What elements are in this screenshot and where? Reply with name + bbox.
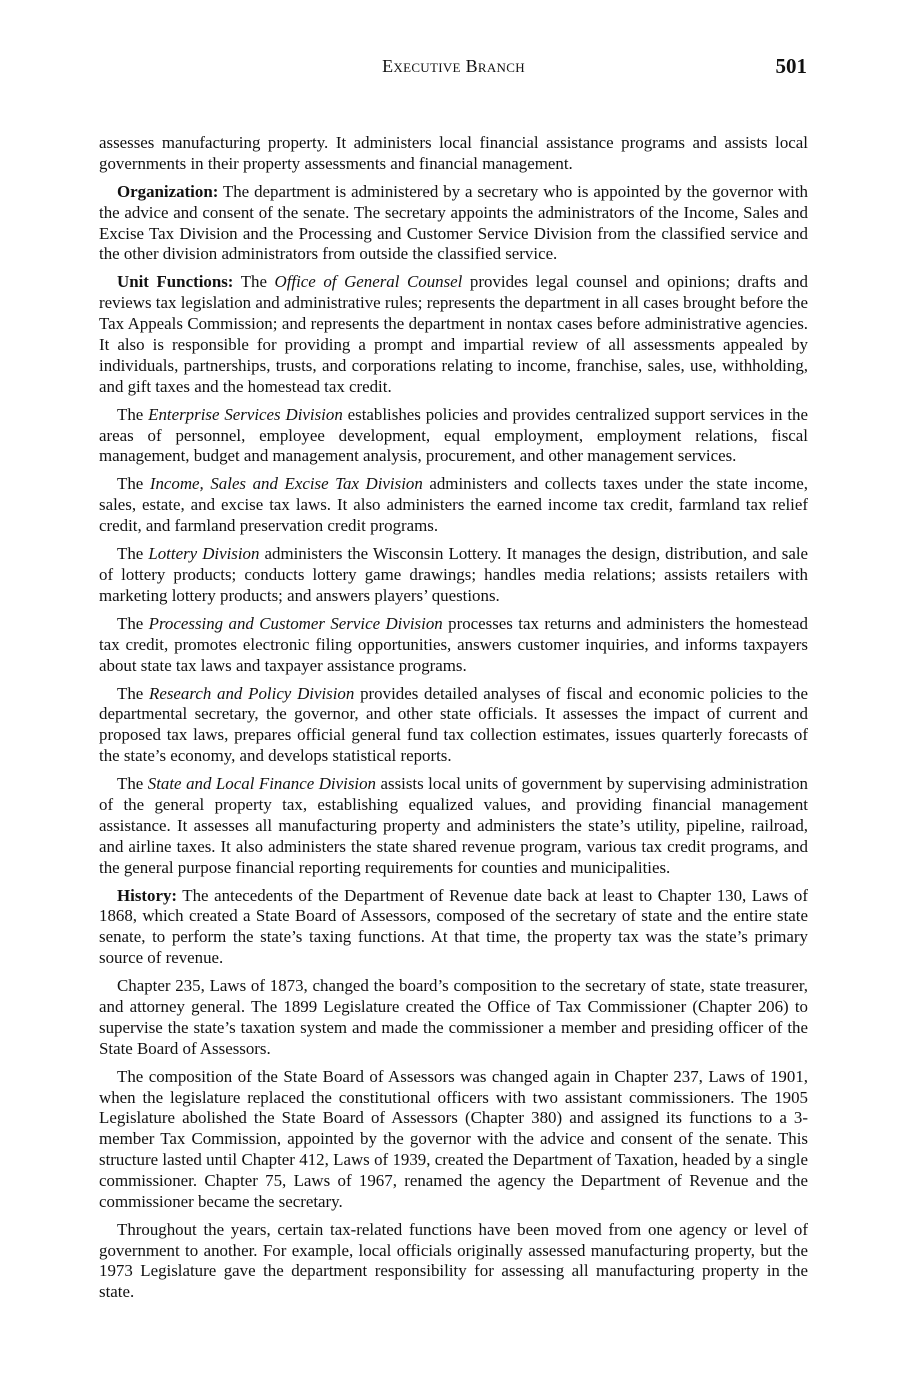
paragraph-text: The	[233, 272, 275, 292]
paragraph-text: The antecedents of the Department of Revenue date back at least to Chapter 130, Laws of 1868, which created a State Board of Assessors, composed of the secretary of state and the entire state senate, to perform the state’s taxing functions. At that time, the property tax was the state’s primary source of revenue.	[99, 885, 808, 968]
page-number: 501	[775, 54, 807, 78]
unit-name: Research and Policy Division	[149, 683, 355, 703]
paragraph	[99, 976, 808, 1059]
paragraph	[99, 1220, 808, 1303]
unit-name: Processing and Customer Service Division	[148, 613, 443, 633]
paragraph-text: establishes policies and provides centralized support services in the areas of personnel, employee development, equal employment, employment relations, fiscal management, budget and management analysis, procurement, and other management services.	[99, 404, 808, 466]
unit-name: Enterprise Services Division	[148, 404, 343, 424]
paragraph-text: Throughout the years, certain tax-related functions have been moved from one agency or level of government to another. For example, local officials originally assessed manufacturing property, but the 1973 Legislature gave the department responsibility for assessing all manufacturing property in the state.	[99, 1219, 808, 1302]
paragraph-text: The	[117, 613, 149, 633]
paragraph-text: The	[117, 404, 149, 424]
paragraph-text: administers and collects taxes under the state income, sales, estate, and excise tax laws. It also administers the earned income tax credit, farmland tax relief credit, and farmland preservation credit programs.	[99, 474, 808, 536]
unit-name: Lottery Division	[148, 544, 260, 564]
paragraph-text: processes tax returns and administers the homestead tax credit, promotes electronic filing opportunities, answers customer inquiries, and informs taxpayers about state tax laws and taxpayer assistance programs.	[99, 613, 808, 675]
unit-name: Income, Sales and Excise Tax Division	[149, 474, 423, 494]
paragraph-text: administers the Wisconsin Lottery. It manages the design, distribution, and sale of lottery products; conducts lottery game drawings; handles media relations; assists retailers with marketing lottery products; and answers players’ questions.	[99, 544, 809, 605]
paragraph	[99, 182, 808, 265]
paragraph	[99, 544, 808, 607]
running-head	[0, 54, 907, 84]
paragraph-text: assists local units of government by supervising administration of the general property tax, establishing equalized values, and providing financial management assistance. It assesses all manufacturing property and administers the state’s utility, pipeline, railroad, and airline taxes. It also administers the state shared revenue program, various tax credit programs, and the general purpose financial reporting requirements for counties and municipalities.	[99, 774, 808, 877]
run-in-heading: Organization:	[117, 181, 219, 201]
paragraph	[99, 774, 808, 878]
running-title: Executive Branch	[382, 56, 525, 76]
paragraph-text: provides legal counsel and opinions; drafts and reviews tax legislation and administrative rules; represents the department in all cases brought before the Tax Appeals Commission; and represents the department in nontax cases before administrative agencies. It also is responsible for providing a prompt and impartial review of all assessments appealed by individuals, partnerships, trusts, and corporations relating to income, franchise, sales, use, withholding, and gift taxes and the homestead tax credit.	[99, 272, 809, 396]
paragraph-text: assesses manufacturing property. It administers local financial assistance programs and assists local governments in their property assessments and financial management.	[99, 133, 808, 173]
body-text	[99, 133, 808, 1310]
paragraph	[99, 684, 808, 767]
paragraph-text: The department is administered by a secretary who is appointed by the governor with the advice and consent of the senate. The secretary appoints the administrators of the Income, Sales and Excise Tax Division and the Processing and Customer Service Division from the classified service and the other division administrators from outside the classified service.	[99, 181, 808, 264]
paragraph-text: The	[117, 774, 148, 794]
run-in-heading: Unit Functions:	[117, 272, 234, 292]
unit-name: State and Local Finance Division	[147, 774, 376, 794]
paragraph	[99, 614, 808, 677]
run-in-heading: History:	[117, 885, 178, 905]
paragraph-text: The composition of the State Board of Assessors was changed again in Chapter 237, Laws of 1901, when the legislature replaced the constitutional officers with two assistant commissioners. The 1905 Legislature abolished the State Board of Assessors (Chapter 380) and assigned its functions to a 3-member Tax Commission, appointed by the governor with the advice and consent of the senate. This structure lasted until Chapter 412, Laws of 1939, created the Department of Taxation, headed by a single commissioner. Chapter 75, Laws of 1967, renamed the agency the Department of Revenue and the commissioner became the secretary.	[99, 1066, 808, 1211]
paragraph	[99, 886, 808, 969]
paragraph-text: Chapter 235, Laws of 1873, changed the board’s composition to the secretary of state, state treasurer, and attorney general. The 1899 Legislature created the Office of Tax Commissioner (Chapter 206) to supervise the state’s taxation system and made the commissioner a member and presiding officer of the State Board of Assessors.	[99, 976, 808, 1058]
paragraph-text: provides detailed analyses of fiscal and economic policies to the departmental secretary, the governor, and other state officials. It assesses the impact of current and proposed tax laws, prepares official general fund tax collection estimates, issues quarterly forecasts of the state’s economy, and develops statistical reports.	[99, 683, 808, 766]
paragraph	[99, 133, 808, 175]
paragraph	[99, 405, 808, 468]
unit-name: Office of General Counsel	[274, 272, 463, 292]
paragraph-text: The	[117, 544, 149, 564]
paragraph-text: The	[117, 683, 150, 703]
paragraph-text: The	[117, 474, 150, 494]
paragraph	[99, 474, 808, 537]
paragraph	[99, 272, 808, 397]
paragraph	[99, 1067, 808, 1213]
